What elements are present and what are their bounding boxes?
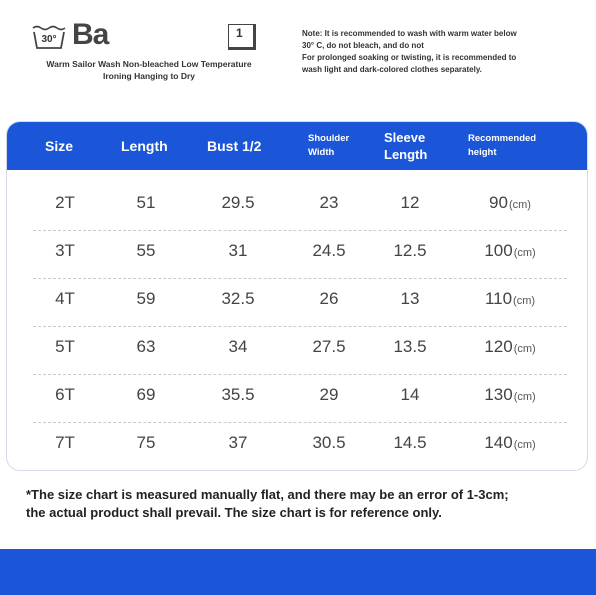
care-text-line: Ironing Hanging to Dry bbox=[102, 71, 196, 81]
cell-sleeve bbox=[365, 227, 455, 275]
header-height-line2: height bbox=[468, 147, 497, 158]
cell-height bbox=[465, 227, 555, 275]
cell-size bbox=[20, 179, 110, 227]
cell-value: 29.5 bbox=[221, 193, 255, 212]
bottom-accent-bar bbox=[0, 549, 596, 595]
cell-value: 12 bbox=[400, 193, 420, 212]
wash-temperature: 30° bbox=[41, 34, 57, 45]
care-text-line: Warm Sailor Wash Non-bleached Low Temperature bbox=[46, 59, 252, 69]
cell-value: 51 bbox=[136, 193, 156, 212]
cell-value: 29 bbox=[319, 385, 339, 404]
cell-height bbox=[465, 275, 555, 323]
cell-length bbox=[101, 179, 191, 227]
cell-bust bbox=[193, 419, 283, 467]
header-bust: Bust 1/2 bbox=[207, 138, 262, 154]
header-shoulder-width bbox=[308, 122, 349, 170]
header-length: Length bbox=[121, 138, 168, 154]
cell-value: 5T bbox=[55, 337, 75, 356]
cell-length bbox=[101, 275, 191, 323]
cell-bust bbox=[193, 179, 283, 227]
cell-shoulder bbox=[284, 371, 374, 419]
note-line: wash light and dark-colored clothes separately. bbox=[302, 65, 482, 74]
cell-value: 26 bbox=[319, 289, 339, 308]
unit-label: (cm) bbox=[513, 342, 536, 355]
table-row bbox=[7, 179, 587, 227]
cell-value: 110 bbox=[484, 289, 513, 308]
cell-value: 31 bbox=[228, 241, 248, 260]
cell-length bbox=[101, 323, 191, 371]
table-row bbox=[7, 323, 587, 371]
table-header bbox=[7, 122, 587, 170]
table-row bbox=[7, 371, 587, 419]
table-row bbox=[7, 275, 587, 323]
cell-bust bbox=[193, 323, 283, 371]
cell-value: 24.5 bbox=[312, 241, 346, 260]
header-sleeve-line2: Length bbox=[384, 147, 428, 162]
cell-value: 90 bbox=[489, 193, 508, 212]
unit-label: (cm) bbox=[508, 198, 531, 211]
header-sleeve-length bbox=[384, 122, 427, 170]
cell-shoulder bbox=[284, 275, 374, 323]
cell-value: 13 bbox=[400, 289, 420, 308]
note-line: 30° C, do not bleach, and do not bbox=[302, 41, 424, 50]
care-instructions bbox=[24, 14, 274, 94]
cell-value: 35.5 bbox=[221, 385, 255, 404]
cell-size bbox=[20, 371, 110, 419]
cell-sleeve bbox=[365, 323, 455, 371]
cell-bust bbox=[193, 371, 283, 419]
header-recommended-height bbox=[468, 122, 536, 170]
cell-value: 140 bbox=[484, 433, 513, 452]
washing-note bbox=[302, 28, 588, 76]
cell-height bbox=[465, 179, 555, 227]
cell-value: 55 bbox=[136, 241, 156, 260]
cell-bust bbox=[193, 275, 283, 323]
size-disclaimer bbox=[26, 486, 586, 522]
cell-sleeve bbox=[365, 179, 455, 227]
table-row bbox=[7, 227, 587, 275]
cell-size bbox=[20, 323, 110, 371]
cell-value: 13.5 bbox=[393, 337, 427, 356]
disclaimer-line: the actual product shall prevail. The size chart is for reference only. bbox=[26, 505, 442, 520]
cell-shoulder bbox=[284, 227, 374, 275]
cell-height bbox=[465, 419, 555, 467]
cell-value: 30.5 bbox=[312, 433, 346, 452]
header-size: Size bbox=[45, 138, 74, 154]
cell-value: 6T bbox=[55, 385, 75, 404]
cell-value: 75 bbox=[136, 433, 156, 452]
cell-value: 100 bbox=[484, 241, 513, 260]
cell-value: 27.5 bbox=[312, 337, 346, 356]
cell-value: 12.5 bbox=[393, 241, 427, 260]
unit-label: (cm) bbox=[513, 246, 536, 259]
header-sleeve-line1: Sleeve bbox=[384, 130, 426, 145]
cell-size bbox=[20, 275, 110, 323]
unit-label: (cm) bbox=[513, 294, 536, 307]
cell-length bbox=[101, 227, 191, 275]
cell-sleeve bbox=[365, 371, 455, 419]
header-shoulder-line2: Width bbox=[308, 147, 335, 158]
cell-value: 32.5 bbox=[221, 289, 255, 308]
cell-size bbox=[20, 419, 110, 467]
cell-value: 14.5 bbox=[393, 433, 427, 452]
unit-label: (cm) bbox=[513, 438, 536, 451]
cell-value: 4T bbox=[55, 289, 75, 308]
cell-value: 69 bbox=[136, 385, 156, 404]
cell-shoulder bbox=[284, 419, 374, 467]
care-description bbox=[24, 58, 274, 82]
disclaimer-line: *The size chart is measured manually flat, and there may be an error of 1-3cm; bbox=[26, 487, 509, 502]
cell-size bbox=[20, 227, 110, 275]
cell-length bbox=[101, 371, 191, 419]
cell-height bbox=[465, 323, 555, 371]
cell-value: 3T bbox=[55, 241, 75, 260]
bleach-label: Ba bbox=[72, 18, 109, 51]
cell-value: 23 bbox=[319, 193, 339, 212]
unit-label: (cm) bbox=[513, 390, 536, 403]
cell-value: 2T bbox=[55, 193, 75, 212]
cell-value: 63 bbox=[136, 337, 156, 356]
note-line: For prolonged soaking or twisting, it is recommended to bbox=[302, 53, 517, 62]
cell-shoulder bbox=[284, 179, 374, 227]
cell-value: 130 bbox=[484, 385, 513, 404]
cell-shoulder bbox=[284, 323, 374, 371]
header-shoulder-line1: Shoulder bbox=[308, 133, 350, 144]
cell-value: 59 bbox=[136, 289, 156, 308]
hang-dry-number: 1 bbox=[236, 26, 243, 40]
cell-value: 14 bbox=[400, 385, 420, 404]
cell-sleeve bbox=[365, 275, 455, 323]
cell-value: 34 bbox=[228, 337, 248, 356]
header-height-line1: Recommended bbox=[468, 133, 537, 144]
table-row bbox=[7, 419, 587, 467]
cell-bust bbox=[193, 227, 283, 275]
size-chart-table bbox=[6, 121, 588, 471]
note-line: Note: It is recommended to wash with warm water below bbox=[302, 29, 517, 38]
cell-value: 120 bbox=[484, 337, 513, 356]
cell-length bbox=[101, 419, 191, 467]
cell-sleeve bbox=[365, 419, 455, 467]
cell-value: 37 bbox=[228, 433, 248, 452]
cell-height bbox=[465, 371, 555, 419]
cell-value: 7T bbox=[55, 433, 75, 452]
